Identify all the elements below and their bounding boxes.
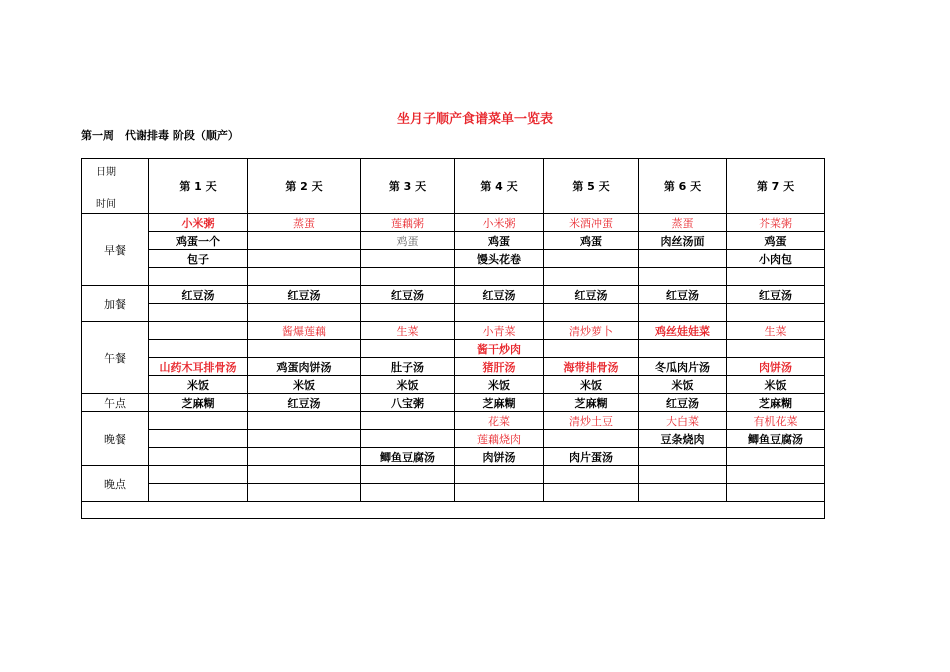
dish-cell (361, 340, 455, 358)
dish-cell: 芝麻糊 (455, 394, 544, 412)
dish-cell: 小米粥 (149, 214, 248, 232)
dish-cell (149, 430, 248, 448)
dish-cell (149, 466, 248, 484)
dish-cell: 芝麻糊 (544, 394, 639, 412)
dish-cell: 蒸蛋 (639, 214, 727, 232)
table-footer-row (82, 502, 825, 519)
dish-cell (248, 484, 361, 502)
table-row (82, 304, 825, 322)
dish-cell (544, 268, 639, 286)
table-row (82, 412, 825, 430)
dish-cell: 米饭 (149, 376, 248, 394)
dish-cell: 小肉包 (727, 250, 825, 268)
dish-cell (248, 250, 361, 268)
dish-cell: 鸡蛋 (455, 232, 544, 250)
dish-cell: 猪肝汤 (455, 358, 544, 376)
time-label: 时间 (96, 199, 116, 210)
dish-cell (248, 340, 361, 358)
dish-cell (639, 268, 727, 286)
table-row (82, 358, 825, 376)
table-row (82, 448, 825, 466)
table-row (82, 376, 825, 394)
dish-cell: 米饭 (727, 376, 825, 394)
dish-cell: 有机花菜 (727, 412, 825, 430)
dish-cell (639, 448, 727, 466)
dish-cell: 米饭 (544, 376, 639, 394)
dish-cell: 鸡蛋一个 (149, 232, 248, 250)
dish-cell (149, 268, 248, 286)
dish-cell (727, 448, 825, 466)
day-header: 第 6 天 (639, 159, 727, 214)
dish-cell: 米饭 (361, 376, 455, 394)
dish-cell: 鸡蛋 (544, 232, 639, 250)
dish-cell (639, 340, 727, 358)
table-row (82, 286, 825, 304)
dish-cell (544, 466, 639, 484)
dish-cell (248, 268, 361, 286)
dish-cell (639, 466, 727, 484)
dish-cell (727, 340, 825, 358)
dish-cell: 肉丝汤面 (639, 232, 727, 250)
table-row (82, 394, 825, 412)
table-row (82, 268, 825, 286)
dish-cell: 红豆汤 (248, 394, 361, 412)
dish-cell: 芝麻糊 (149, 394, 248, 412)
day-header: 第 5 天 (544, 159, 639, 214)
dish-cell: 鲫鱼豆腐汤 (727, 430, 825, 448)
dish-cell (149, 448, 248, 466)
dish-cell (544, 340, 639, 358)
dish-cell (455, 484, 544, 502)
dish-cell: 莲藕烧肉 (455, 430, 544, 448)
dish-cell (639, 484, 727, 502)
dish-cell (361, 430, 455, 448)
dish-cell (361, 466, 455, 484)
dish-cell (248, 304, 361, 322)
day-header: 第 2 天 (248, 159, 361, 214)
dish-cell (149, 340, 248, 358)
day-header: 第 3 天 (361, 159, 455, 214)
dish-cell (149, 484, 248, 502)
dish-cell (248, 466, 361, 484)
dish-cell (639, 250, 727, 268)
table-row (82, 214, 825, 232)
footer-cell (82, 502, 825, 519)
dish-cell: 红豆汤 (639, 286, 727, 304)
dish-cell: 酱爆莲藕 (248, 322, 361, 340)
dish-cell (361, 250, 455, 268)
dish-cell: 芥菜粥 (727, 214, 825, 232)
dish-cell: 馒头花卷 (455, 250, 544, 268)
day-header: 第 4 天 (455, 159, 544, 214)
dish-cell: 鸡蛋 (727, 232, 825, 250)
dish-cell (248, 412, 361, 430)
day-header: 第 7 天 (727, 159, 825, 214)
dish-cell: 花菜 (455, 412, 544, 430)
dish-cell: 肚子汤 (361, 358, 455, 376)
dish-cell: 米饭 (248, 376, 361, 394)
dish-cell (149, 412, 248, 430)
dish-cell (455, 466, 544, 484)
dish-cell: 肉饼汤 (727, 358, 825, 376)
header-corner-cell (82, 159, 149, 214)
header-row (82, 159, 825, 214)
dish-cell: 红豆汤 (149, 286, 248, 304)
meal-label-breakfast: 早餐 (82, 214, 149, 286)
dish-cell (361, 484, 455, 502)
dish-cell: 生菜 (361, 322, 455, 340)
dish-cell: 米酒冲蛋 (544, 214, 639, 232)
dish-cell (544, 304, 639, 322)
dish-cell: 鲫鱼豆腐汤 (361, 448, 455, 466)
dish-cell (455, 268, 544, 286)
dish-cell: 红豆汤 (455, 286, 544, 304)
meal-label-lunch: 午餐 (82, 322, 149, 394)
table-row (82, 466, 825, 484)
dish-cell: 红豆汤 (248, 286, 361, 304)
table-row (82, 322, 825, 340)
dish-cell (361, 268, 455, 286)
dish-cell: 鸡蛋肉饼汤 (248, 358, 361, 376)
meal-label-dinner: 晚餐 (82, 412, 149, 466)
dish-cell (149, 304, 248, 322)
dish-cell: 蒸蛋 (248, 214, 361, 232)
dish-cell: 小米粥 (455, 214, 544, 232)
dish-cell (727, 268, 825, 286)
table-row (82, 250, 825, 268)
dish-cell (455, 304, 544, 322)
dish-cell: 芝麻糊 (727, 394, 825, 412)
dish-cell: 肉饼汤 (455, 448, 544, 466)
dish-cell: 米饭 (639, 376, 727, 394)
page-title: 坐月子顺产食谱菜单一览表 (396, 112, 553, 127)
dish-cell: 海带排骨汤 (544, 358, 639, 376)
table-row (82, 430, 825, 448)
table-row (82, 340, 825, 358)
dish-cell (544, 430, 639, 448)
dish-cell: 鸡丝娃娃菜 (639, 322, 727, 340)
dish-cell: 鸡蛋 (361, 232, 455, 250)
dish-cell (727, 484, 825, 502)
dish-cell (361, 412, 455, 430)
dish-cell (248, 448, 361, 466)
dish-cell: 八宝粥 (361, 394, 455, 412)
table-row (82, 484, 825, 502)
dish-cell: 红豆汤 (544, 286, 639, 304)
dish-cell (727, 304, 825, 322)
page-subtitle: 第一周 代谢排毒 阶段（顺产） (81, 129, 239, 142)
dish-cell: 包子 (149, 250, 248, 268)
dish-cell (727, 466, 825, 484)
dish-cell: 红豆汤 (361, 286, 455, 304)
date-label: 日期 (96, 167, 116, 178)
dish-cell (149, 322, 248, 340)
dish-cell: 山药木耳排骨汤 (149, 358, 248, 376)
meal-label-afternoon: 午点 (82, 394, 149, 412)
dish-cell: 莲藕粥 (361, 214, 455, 232)
dish-cell: 红豆汤 (639, 394, 727, 412)
dish-cell: 米饭 (455, 376, 544, 394)
dish-cell (248, 232, 361, 250)
dish-cell: 肉片蛋汤 (544, 448, 639, 466)
meal-label-snack: 加餐 (82, 286, 149, 322)
menu-table (81, 158, 825, 519)
dish-cell: 酱干炒肉 (455, 340, 544, 358)
dish-cell: 清炒土豆 (544, 412, 639, 430)
dish-cell: 豆条烧肉 (639, 430, 727, 448)
dish-cell: 大白菜 (639, 412, 727, 430)
dish-cell: 清炒萝卜 (544, 322, 639, 340)
dish-cell (361, 304, 455, 322)
dish-cell (544, 250, 639, 268)
meal-label-night: 晚点 (82, 466, 149, 502)
dish-cell (544, 484, 639, 502)
dish-cell: 红豆汤 (727, 286, 825, 304)
dish-cell: 生菜 (727, 322, 825, 340)
dish-cell: 冬瓜肉片汤 (639, 358, 727, 376)
day-header: 第 1 天 (149, 159, 248, 214)
dish-cell: 小青菜 (455, 322, 544, 340)
table-row (82, 232, 825, 250)
dish-cell (639, 304, 727, 322)
dish-cell (248, 430, 361, 448)
